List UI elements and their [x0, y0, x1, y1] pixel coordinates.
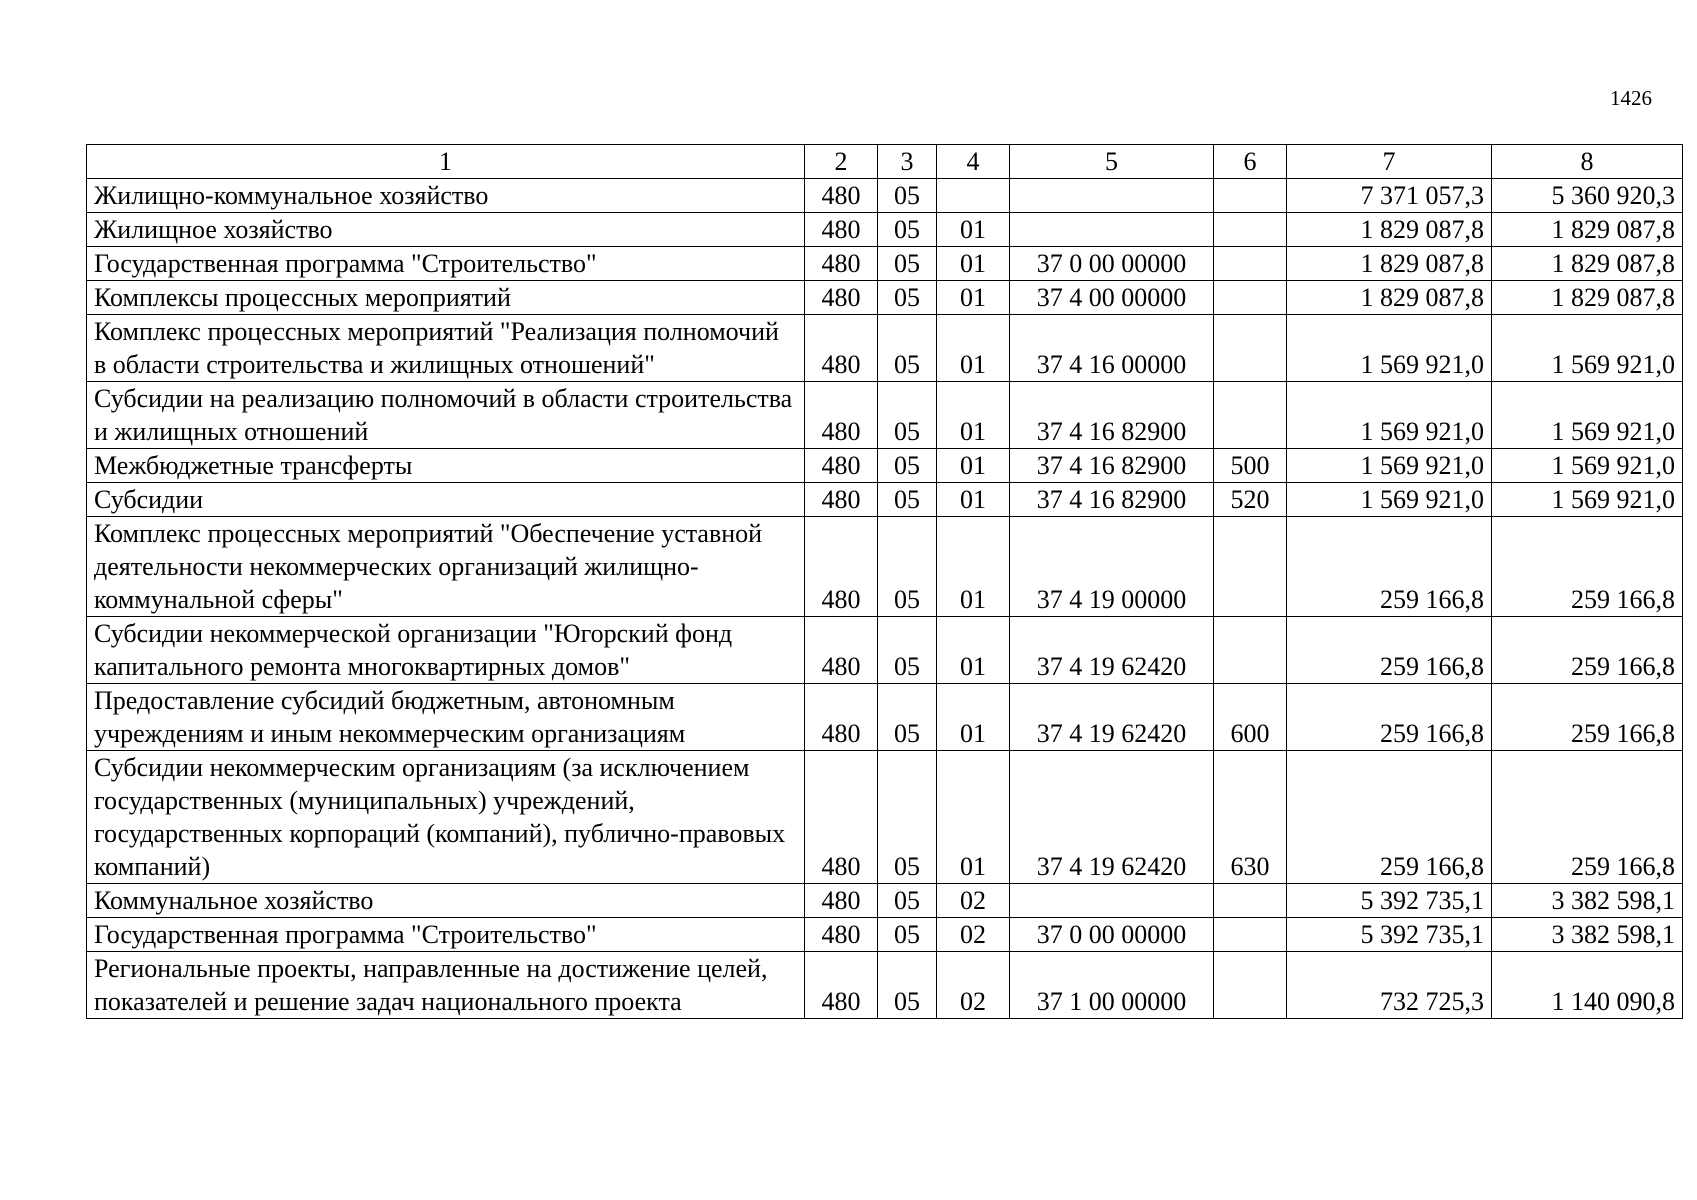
- table-row: [87, 179, 1683, 213]
- cell-code-6: [1214, 213, 1287, 247]
- cell-code-4: 01: [937, 517, 1010, 617]
- cell-amount-7: 1 829 087,8: [1287, 281, 1492, 315]
- cell-code-5: 37 1 00 00000: [1010, 952, 1214, 1019]
- cell-code-3: 05: [878, 281, 937, 315]
- cell-code-6: [1214, 247, 1287, 281]
- cell-code-2: 480: [805, 483, 878, 517]
- cell-code-4: [937, 179, 1010, 213]
- column-header: 4: [937, 145, 1010, 179]
- table-row: [87, 751, 1683, 884]
- cell-code-5: 37 4 16 00000: [1010, 315, 1214, 382]
- cell-amount-7: 1 569 921,0: [1287, 315, 1492, 382]
- table-row: [87, 382, 1683, 449]
- cell-code-2: 480: [805, 449, 878, 483]
- table-row: [87, 483, 1683, 517]
- cell-amount-7: 259 166,8: [1287, 751, 1492, 884]
- cell-code-2: 480: [805, 281, 878, 315]
- column-header: 1: [87, 145, 805, 179]
- budget-table: [86, 144, 1683, 1019]
- table-row: [87, 247, 1683, 281]
- cell-code-2: 480: [805, 315, 878, 382]
- cell-code-3: 05: [878, 884, 937, 918]
- cell-amount-8: 259 166,8: [1492, 517, 1683, 617]
- row-name-cell: Субсидии некоммерческой организации "Югорский фонд капитального ремонта многоквартирных домов": [87, 617, 805, 684]
- row-name-cell: Комплекс процессных мероприятий "Обеспечение уставной деятельности некоммерческих организаций жилищно-коммунальной сферы": [87, 517, 805, 617]
- row-name-cell: Коммунальное хозяйство: [87, 884, 805, 918]
- table-body: [87, 179, 1683, 1019]
- table-row: [87, 281, 1683, 315]
- cell-code-2: 480: [805, 751, 878, 884]
- cell-code-3: 05: [878, 751, 937, 884]
- row-name-cell: Региональные проекты, направленные на достижение целей, показателей и решение задач национального проекта: [87, 952, 805, 1019]
- row-name-cell: Государственная программа "Строительство": [87, 918, 805, 952]
- cell-amount-7: 1 569 921,0: [1287, 382, 1492, 449]
- cell-amount-7: 5 392 735,1: [1287, 884, 1492, 918]
- cell-code-5: [1010, 213, 1214, 247]
- cell-code-5: 37 4 19 62420: [1010, 617, 1214, 684]
- table-row: [87, 517, 1683, 617]
- cell-code-4: 02: [937, 952, 1010, 1019]
- cell-code-6: [1214, 884, 1287, 918]
- row-name-cell: Жилищно-коммунальное хозяйство: [87, 179, 805, 213]
- cell-code-4: 02: [937, 918, 1010, 952]
- cell-code-6: 600: [1214, 684, 1287, 751]
- cell-amount-8: 1 829 087,8: [1492, 281, 1683, 315]
- cell-amount-7: 259 166,8: [1287, 684, 1492, 751]
- cell-code-2: 480: [805, 952, 878, 1019]
- row-name-cell: Предоставление субсидий бюджетным, автономным учреждениям и иным некоммерческим организациям: [87, 684, 805, 751]
- cell-code-5: 37 0 00 00000: [1010, 918, 1214, 952]
- cell-code-6: 500: [1214, 449, 1287, 483]
- cell-amount-8: 1 140 090,8: [1492, 952, 1683, 1019]
- table-row: [87, 213, 1683, 247]
- cell-code-2: 480: [805, 213, 878, 247]
- cell-code-6: [1214, 315, 1287, 382]
- cell-code-3: 05: [878, 952, 937, 1019]
- cell-amount-7: 1 829 087,8: [1287, 247, 1492, 281]
- cell-code-4: 01: [937, 449, 1010, 483]
- cell-code-3: 05: [878, 382, 937, 449]
- row-name-cell: Государственная программа "Строительство": [87, 247, 805, 281]
- cell-code-4: 01: [937, 315, 1010, 382]
- cell-amount-8: 1 569 921,0: [1492, 483, 1683, 517]
- row-name-cell: Субсидии: [87, 483, 805, 517]
- table-row: [87, 315, 1683, 382]
- cell-code-4: 01: [937, 281, 1010, 315]
- cell-amount-7: 1 569 921,0: [1287, 449, 1492, 483]
- row-name-cell: Субсидии некоммерческим организациям (за исключением государственных (муниципальных) учреждений, государственных корпораций (компаний), публично-правовых компаний): [87, 751, 805, 884]
- cell-code-4: 01: [937, 247, 1010, 281]
- cell-amount-8: 5 360 920,3: [1492, 179, 1683, 213]
- cell-code-6: [1214, 179, 1287, 213]
- cell-code-3: 05: [878, 247, 937, 281]
- table-row: [87, 684, 1683, 751]
- cell-code-2: 480: [805, 617, 878, 684]
- table-row: [87, 952, 1683, 1019]
- cell-code-6: [1214, 382, 1287, 449]
- cell-amount-7: 7 371 057,3: [1287, 179, 1492, 213]
- cell-code-3: 05: [878, 918, 937, 952]
- column-header: 2: [805, 145, 878, 179]
- cell-code-4: 02: [937, 884, 1010, 918]
- table-row: [87, 884, 1683, 918]
- header-row: [87, 145, 1683, 179]
- row-name-cell: Комплекс процессных мероприятий "Реализация полномочий в области строительства и жилищных отношений": [87, 315, 805, 382]
- cell-code-5: 37 4 16 82900: [1010, 449, 1214, 483]
- cell-amount-8: 3 382 598,1: [1492, 884, 1683, 918]
- cell-code-6: [1214, 952, 1287, 1019]
- table-row: [87, 449, 1683, 483]
- cell-code-5: [1010, 179, 1214, 213]
- cell-amount-7: 5 392 735,1: [1287, 918, 1492, 952]
- cell-amount-8: 259 166,8: [1492, 751, 1683, 884]
- cell-code-6: [1214, 517, 1287, 617]
- cell-code-2: 480: [805, 918, 878, 952]
- cell-code-4: 01: [937, 213, 1010, 247]
- cell-amount-8: 3 382 598,1: [1492, 918, 1683, 952]
- cell-code-4: 01: [937, 382, 1010, 449]
- cell-amount-8: 1 569 921,0: [1492, 315, 1683, 382]
- cell-code-5: 37 0 00 00000: [1010, 247, 1214, 281]
- cell-code-2: 480: [805, 884, 878, 918]
- cell-code-6: 520: [1214, 483, 1287, 517]
- cell-code-2: 480: [805, 517, 878, 617]
- cell-code-3: 05: [878, 483, 937, 517]
- cell-code-6: 630: [1214, 751, 1287, 884]
- cell-amount-8: 1 569 921,0: [1492, 382, 1683, 449]
- cell-amount-8: 259 166,8: [1492, 617, 1683, 684]
- cell-amount-7: 1 569 921,0: [1287, 483, 1492, 517]
- cell-code-4: 01: [937, 751, 1010, 884]
- cell-code-2: 480: [805, 382, 878, 449]
- row-name-cell: Жилищное хозяйство: [87, 213, 805, 247]
- cell-code-6: [1214, 281, 1287, 315]
- column-header: 7: [1287, 145, 1492, 179]
- cell-amount-7: 259 166,8: [1287, 517, 1492, 617]
- row-name-cell: Комплексы процессных мероприятий: [87, 281, 805, 315]
- cell-code-4: 01: [937, 617, 1010, 684]
- cell-amount-8: 1 829 087,8: [1492, 247, 1683, 281]
- row-name-cell: Субсидии на реализацию полномочий в области строительства и жилищных отношений: [87, 382, 805, 449]
- cell-code-3: 05: [878, 684, 937, 751]
- cell-code-3: 05: [878, 449, 937, 483]
- cell-amount-7: 259 166,8: [1287, 617, 1492, 684]
- cell-code-3: 05: [878, 179, 937, 213]
- column-header: 6: [1214, 145, 1287, 179]
- table-row: [87, 617, 1683, 684]
- cell-code-5: 37 4 16 82900: [1010, 382, 1214, 449]
- cell-code-4: 01: [937, 684, 1010, 751]
- cell-code-5: [1010, 884, 1214, 918]
- cell-code-5: 37 4 00 00000: [1010, 281, 1214, 315]
- page-number: 1426: [1610, 86, 1652, 110]
- cell-code-2: 480: [805, 247, 878, 281]
- row-name-cell: Межбюджетные трансферты: [87, 449, 805, 483]
- cell-code-3: 05: [878, 617, 937, 684]
- cell-code-5: 37 4 19 62420: [1010, 751, 1214, 884]
- cell-code-5: 37 4 19 00000: [1010, 517, 1214, 617]
- cell-code-6: [1214, 617, 1287, 684]
- table-row: [87, 918, 1683, 952]
- column-header: 8: [1492, 145, 1683, 179]
- column-header: 5: [1010, 145, 1214, 179]
- cell-code-3: 05: [878, 213, 937, 247]
- cell-code-6: [1214, 918, 1287, 952]
- cell-code-5: 37 4 19 62420: [1010, 684, 1214, 751]
- cell-code-3: 05: [878, 315, 937, 382]
- cell-code-5: 37 4 16 82900: [1010, 483, 1214, 517]
- column-header: 3: [878, 145, 937, 179]
- cell-amount-8: 1 569 921,0: [1492, 449, 1683, 483]
- cell-code-2: 480: [805, 684, 878, 751]
- cell-code-3: 05: [878, 517, 937, 617]
- cell-code-4: 01: [937, 483, 1010, 517]
- cell-amount-7: 1 829 087,8: [1287, 213, 1492, 247]
- cell-amount-8: 259 166,8: [1492, 684, 1683, 751]
- cell-code-2: 480: [805, 179, 878, 213]
- cell-amount-7: 732 725,3: [1287, 952, 1492, 1019]
- cell-amount-8: 1 829 087,8: [1492, 213, 1683, 247]
